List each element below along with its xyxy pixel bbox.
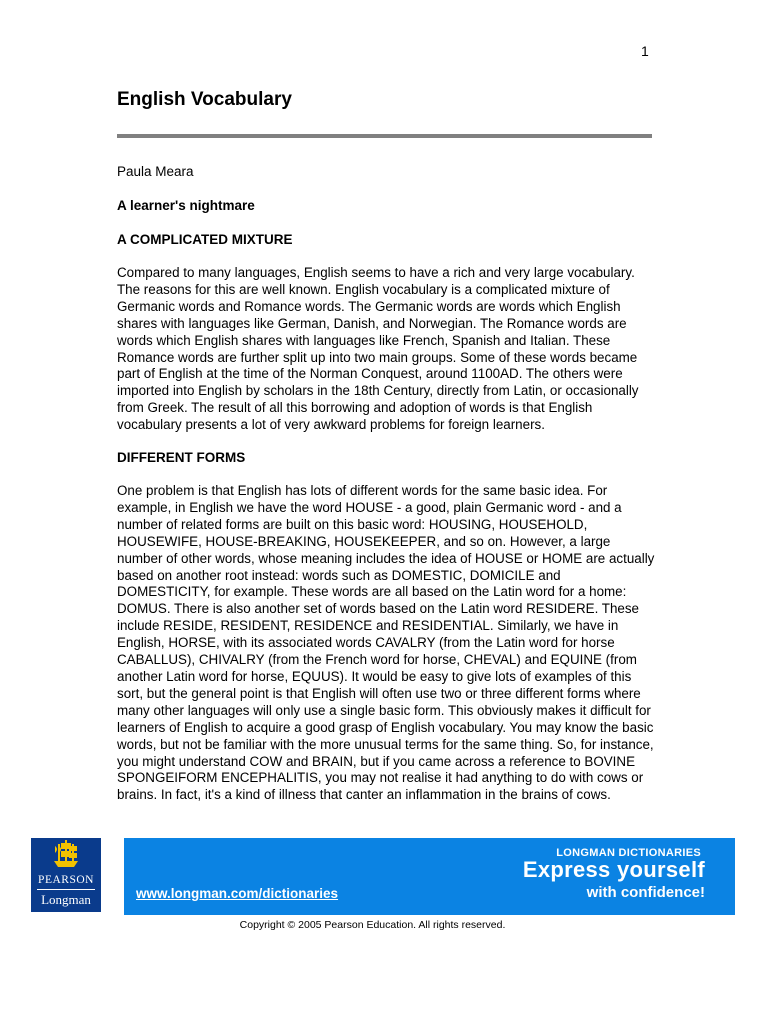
document-subtitle: A learner's nightmare: [117, 198, 255, 213]
dictionaries-link[interactable]: www.longman.com/dictionaries: [136, 886, 339, 901]
section-body-different-forms: One problem is that English has lots of different words for the same basic idea. For example, in English we have the word HOUSE - a good, plain Germanic word - and a number of related forms are built on this basic word: HOUSING, HOUSEHOLD, HOUSEWIFE, HOUSE-BREAKING, HOUSEKEEPER, and so on. However, a large number of other words, whose meaning includes the idea of HOUSE or HOME are actually based on another root instead: words such as DOMESTIC, DOMICILE and DOMESTICITY, for example. These words are all based on the Latin word for a home: DOMUS. There is also another set of words based on the Latin word RESIDERE. These include RESIDE, RESIDENT, RESIDENCE and RESIDENTIAL. Similarly, we have in English, HORSE, with its associated words CAVALRY (from the Latin word for horse CABALLUS), CHIVALRY (from the French word for horse, CHEVAL) and EQUINE (from another Latin word for horse, EQUUS). It would be easy to give lots of examples of this sort, but the general point is that English will often use two or three different forms where many other languages will only use a single basic form. This obviously makes it difficult for learners of English to acquire a good grasp of English vocabulary. You may know the basic words, but not be familiar with the more unusual terms for the same thing. So, for instance, you might understand COW and BRAIN, but if you came across a reference to BOVINE SPONGEIFORM ENCEPHALITIS, you may not realise it had anything to do with cows or brains. In fact, it's a kind of illness that canter an inflammation in the brains of cows.: [117, 483, 655, 803]
pearson-longman-logo: [31, 838, 101, 912]
logo-longman-text: Longman: [41, 892, 91, 907]
logo-divider: [37, 889, 95, 890]
longman-dictionaries-banner: [124, 838, 735, 915]
section-heading-different-forms: DIFFERENT FORMS: [117, 450, 246, 465]
document-title: English Vocabulary: [117, 89, 292, 110]
banner-tagline: with confidence!: [586, 884, 705, 901]
section-heading-complicated-mixture: A COMPLICATED MIXTURE: [117, 232, 293, 247]
logo-pearson-text: PEARSON: [38, 874, 94, 886]
banner-kicker: LONGMAN DICTIONARIES: [556, 847, 701, 859]
copyright-notice: Copyright © 2005 Pearson Education. All rights reserved.: [239, 919, 506, 931]
title-divider: [117, 134, 652, 138]
banner-headline: Express yourself: [522, 857, 705, 882]
author-name: Paula Meara: [117, 164, 194, 179]
page-number: 1: [641, 43, 649, 59]
section-body-complicated-mixture: Compared to many languages, English seems to have a rich and very large vocabulary. The reasons for this are well known. English vocabulary is a complicated mixture of Germanic words and Romance words. The Germanic words are words which English shares with languages like German, Danish, and Norwegian. The Romance words are words which English shares with languages like French, Spanish and Italian. These Romance words are further split up into two main groups. Some of these words became part of English at the time of the Norman Conquest, around 1100AD. The others were imported into English by scholars in the 18th Century, directly from Latin, or occasionally from Greek. The result of all this borrowing and adoption of words is that English vocabulary presents a lot of very awkward problems for foreign learners.: [117, 265, 639, 433]
ship-icon: [52, 840, 80, 870]
